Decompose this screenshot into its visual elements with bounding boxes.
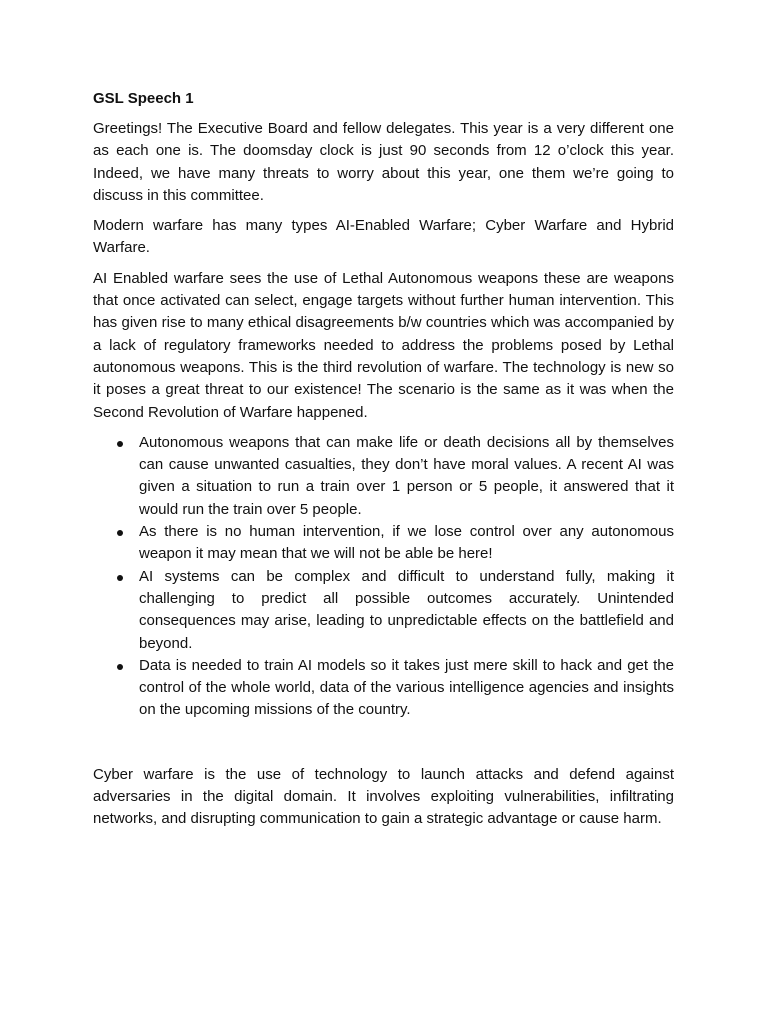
paragraph-cyber-warfare: Cyber warfare is the use of technology to launch attacks and defend against adversaries in the digital domain. It involves exploiting vulnerabilities, infiltrating networks, and disrupting communication to gain a strategic advantage or cause harm. — [93, 765, 674, 828]
bullet-item — [93, 521, 674, 566]
bullet-item — [93, 566, 674, 655]
section-gap — [93, 722, 674, 764]
bullet-text: As there is no human intervention, if we lose control over any autonomous weapon it may mean that we will not be able be here! — [139, 523, 674, 563]
bullet-list — [93, 432, 674, 722]
paragraph-ai-warfare: AI Enabled warfare sees the use of Lethal Autonomous weapons these are weapons that once activated can select, engage targets without further human intervention. This has given rise to many ethical disagreements b/w countries which was accompanied by a lack of regulatory frameworks needed to address the problems posed by Lethal autonomous weapons. This is the third revolution of warfare. The technology is new so it poses a great threat to our existence! The scenario is the same as it was when the Second Revolution of Warfare happened. — [93, 269, 674, 421]
bullet-icon — [117, 575, 123, 581]
bullet-icon — [117, 441, 123, 447]
document-title: GSL Speech 1 — [93, 90, 194, 107]
bullet-text: Autonomous weapons that can make life or death decisions all by themselves can cause unwanted casualties, they don’t have moral values. A recent AI was given a situation to run a train over 1 person or 5 people, it answered that it would run the train over 5 people. — [139, 433, 674, 518]
bullet-icon — [117, 664, 123, 670]
bullet-text: AI systems can be complex and difficult to understand fully, making it challenging to predict all possible outcomes accurately. Unintended consequences may arise, leading to unpredictable effects on the battlefield and beyond. — [139, 567, 674, 652]
bullet-text: Data is needed to train AI models so it takes just mere skill to hack and get the control of the whole world, data of the various intelligence agencies and insights on the upcoming missions of the country. — [139, 656, 674, 719]
bullet-icon — [117, 530, 123, 536]
paragraph-greetings: Greetings! The Executive Board and fellow delegates. This year is a very different one as each one is. The doomsday clock is just 90 seconds from 12 o’clock this year. Indeed, we have many threats to worry about this year, one them we’re going to discuss in this committee. — [93, 120, 674, 204]
bullet-item — [93, 655, 674, 722]
paragraph-warfare-types: Modern warfare has many types AI-Enabled Warfare; Cyber Warfare and Hybrid Warfare. — [93, 217, 674, 257]
bullet-item — [93, 432, 674, 521]
document-page — [93, 88, 674, 839]
